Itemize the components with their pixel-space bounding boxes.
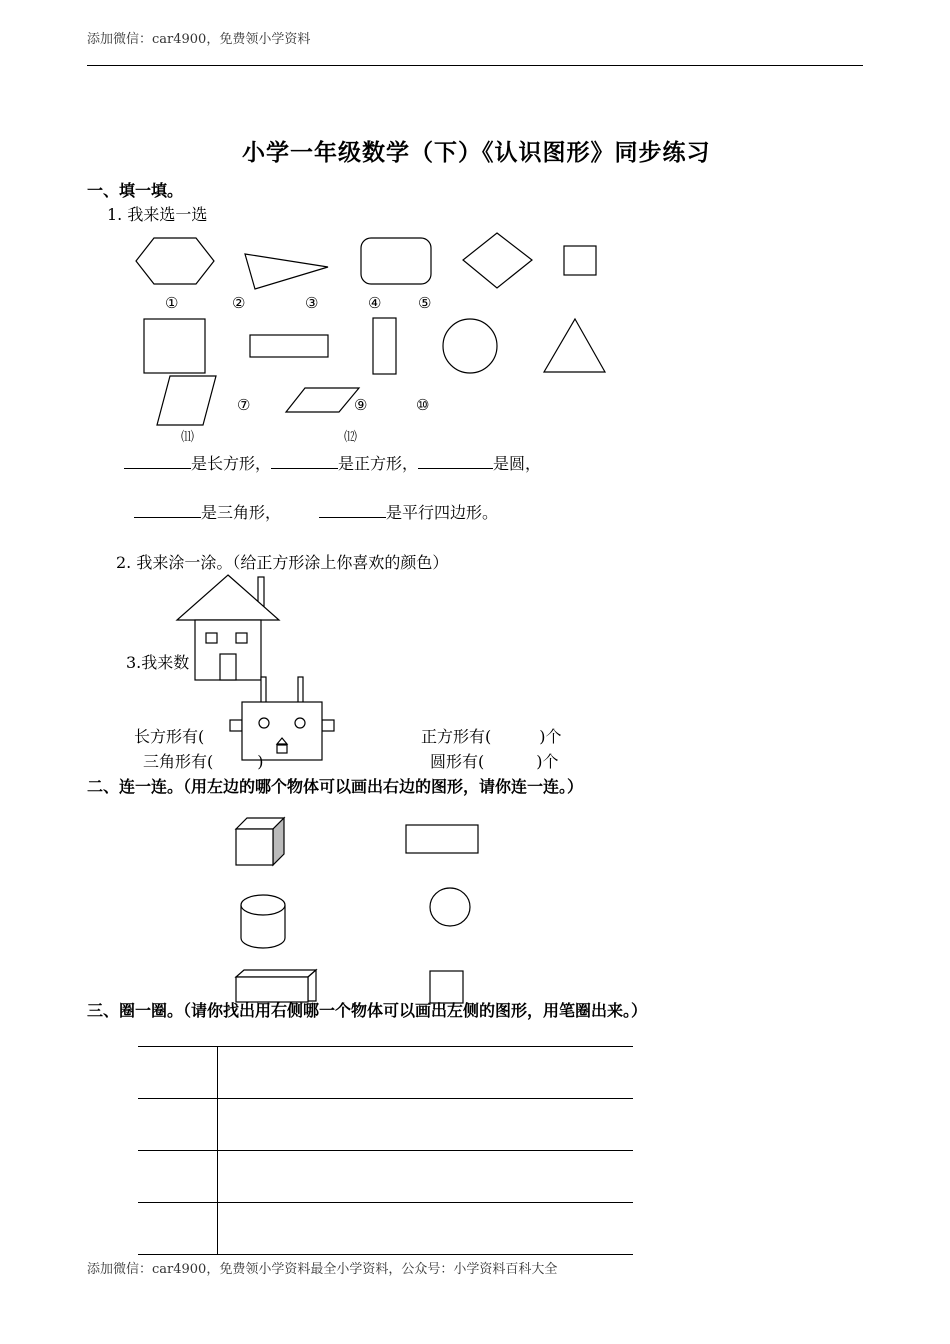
square-count-suffix: )个 bbox=[539, 727, 562, 746]
square-answer-blank[interactable] bbox=[271, 454, 338, 469]
large-square-shape bbox=[143, 318, 207, 374]
parallelogram-shape-tall bbox=[156, 375, 218, 427]
rounded-rectangle-shape bbox=[360, 237, 433, 286]
triangle-count-label: 三角形有( bbox=[143, 752, 214, 771]
header-rule bbox=[87, 65, 863, 66]
shape-number-4: ④ bbox=[368, 294, 382, 312]
section1-heading: 一、填一填。 bbox=[87, 181, 184, 200]
parallelogram-answer-blank[interactable] bbox=[319, 503, 386, 518]
circle-shape bbox=[442, 318, 499, 374]
table-column-divider bbox=[217, 1046, 218, 1255]
circle-count-label: 圆形有( bbox=[430, 752, 485, 771]
cylinder-object bbox=[239, 893, 287, 951]
tall-rectangle-shape bbox=[372, 317, 398, 375]
circle-outline bbox=[429, 887, 473, 927]
q1-label: 1. 我来选一选 bbox=[107, 205, 208, 224]
footer-text: 添加微信：car4900，免费领小学资料最全小学资料，公众号：小学资料百科大全 bbox=[87, 1262, 558, 1277]
square-count-label: 正方形有( bbox=[421, 727, 492, 746]
circle-answer-label: 是圆， bbox=[493, 454, 542, 473]
shape-number-7: ⑦ bbox=[237, 396, 251, 414]
house-picture bbox=[175, 574, 281, 682]
rectangle-answer-blank[interactable] bbox=[124, 454, 191, 469]
table-rule bbox=[138, 1098, 633, 1099]
triangle-shape-obtuse bbox=[244, 251, 332, 291]
circle-answer-table bbox=[138, 1046, 633, 1255]
triangle-count-suffix: ) bbox=[257, 752, 264, 771]
triangle-answer-blank[interactable] bbox=[134, 503, 201, 518]
triangle-count bbox=[143, 749, 264, 772]
table-rule bbox=[138, 1046, 633, 1047]
cube-object bbox=[235, 817, 287, 867]
rhombus-shape bbox=[462, 232, 534, 290]
parallelogram-answer-label: 是平行四边形。 bbox=[386, 503, 499, 522]
answer-line-1 bbox=[124, 451, 541, 474]
q2-label: 2. 我来涂一涂。（给正方形涂上你喜欢的颜色） bbox=[116, 553, 449, 572]
shape-number-11: ⑾ bbox=[181, 430, 195, 445]
rectangle-answer-label: 是长方形， bbox=[191, 454, 272, 473]
square-count bbox=[421, 724, 562, 747]
q3-label: 3.我来数 bbox=[126, 653, 190, 672]
answer-line-2 bbox=[134, 500, 498, 523]
wide-rectangle-shape bbox=[249, 334, 330, 358]
shape-number-1: ① bbox=[165, 294, 179, 312]
shape-number-9: ⑨ bbox=[354, 396, 368, 414]
circle-answer-blank[interactable] bbox=[418, 454, 493, 469]
header-text: 添加微信：car4900，免费领小学资料 bbox=[87, 32, 311, 47]
table-rule bbox=[138, 1202, 633, 1203]
circle-count-suffix: )个 bbox=[536, 752, 559, 771]
table-rule bbox=[138, 1254, 633, 1255]
shape-number-3: ③ bbox=[305, 294, 319, 312]
circle-count bbox=[430, 749, 559, 772]
square-answer-label: 是正方形， bbox=[338, 454, 419, 473]
page-title: 小学一年级数学（下）《认识图形》同步练习 bbox=[242, 139, 711, 166]
equilateral-triangle-shape bbox=[543, 318, 607, 374]
shape-number-5: ⑤ bbox=[418, 294, 432, 312]
rectangle-outline bbox=[405, 824, 480, 854]
parallelogram-shape-flat bbox=[285, 387, 361, 414]
shape-number-12: ⑿ bbox=[344, 430, 358, 445]
table-rule bbox=[138, 1150, 633, 1151]
rectangle-count-label: 长方形有( bbox=[134, 727, 205, 746]
shape-number-2: ② bbox=[232, 294, 246, 312]
shape-number-10: ⑩ bbox=[416, 396, 430, 414]
section3-heading: 三、圈一圈。（请你找出用右侧哪一个物体可以画出左侧的图形，用笔圈出来。） bbox=[87, 1001, 648, 1020]
small-square-shape bbox=[563, 245, 598, 276]
section2-heading: 二、连一连。（用左边的哪个物体可以画出右边的图形，请你连一连。） bbox=[87, 777, 584, 796]
hexagon-shape bbox=[134, 237, 216, 287]
triangle-answer-label: 是三角形， bbox=[201, 503, 282, 522]
